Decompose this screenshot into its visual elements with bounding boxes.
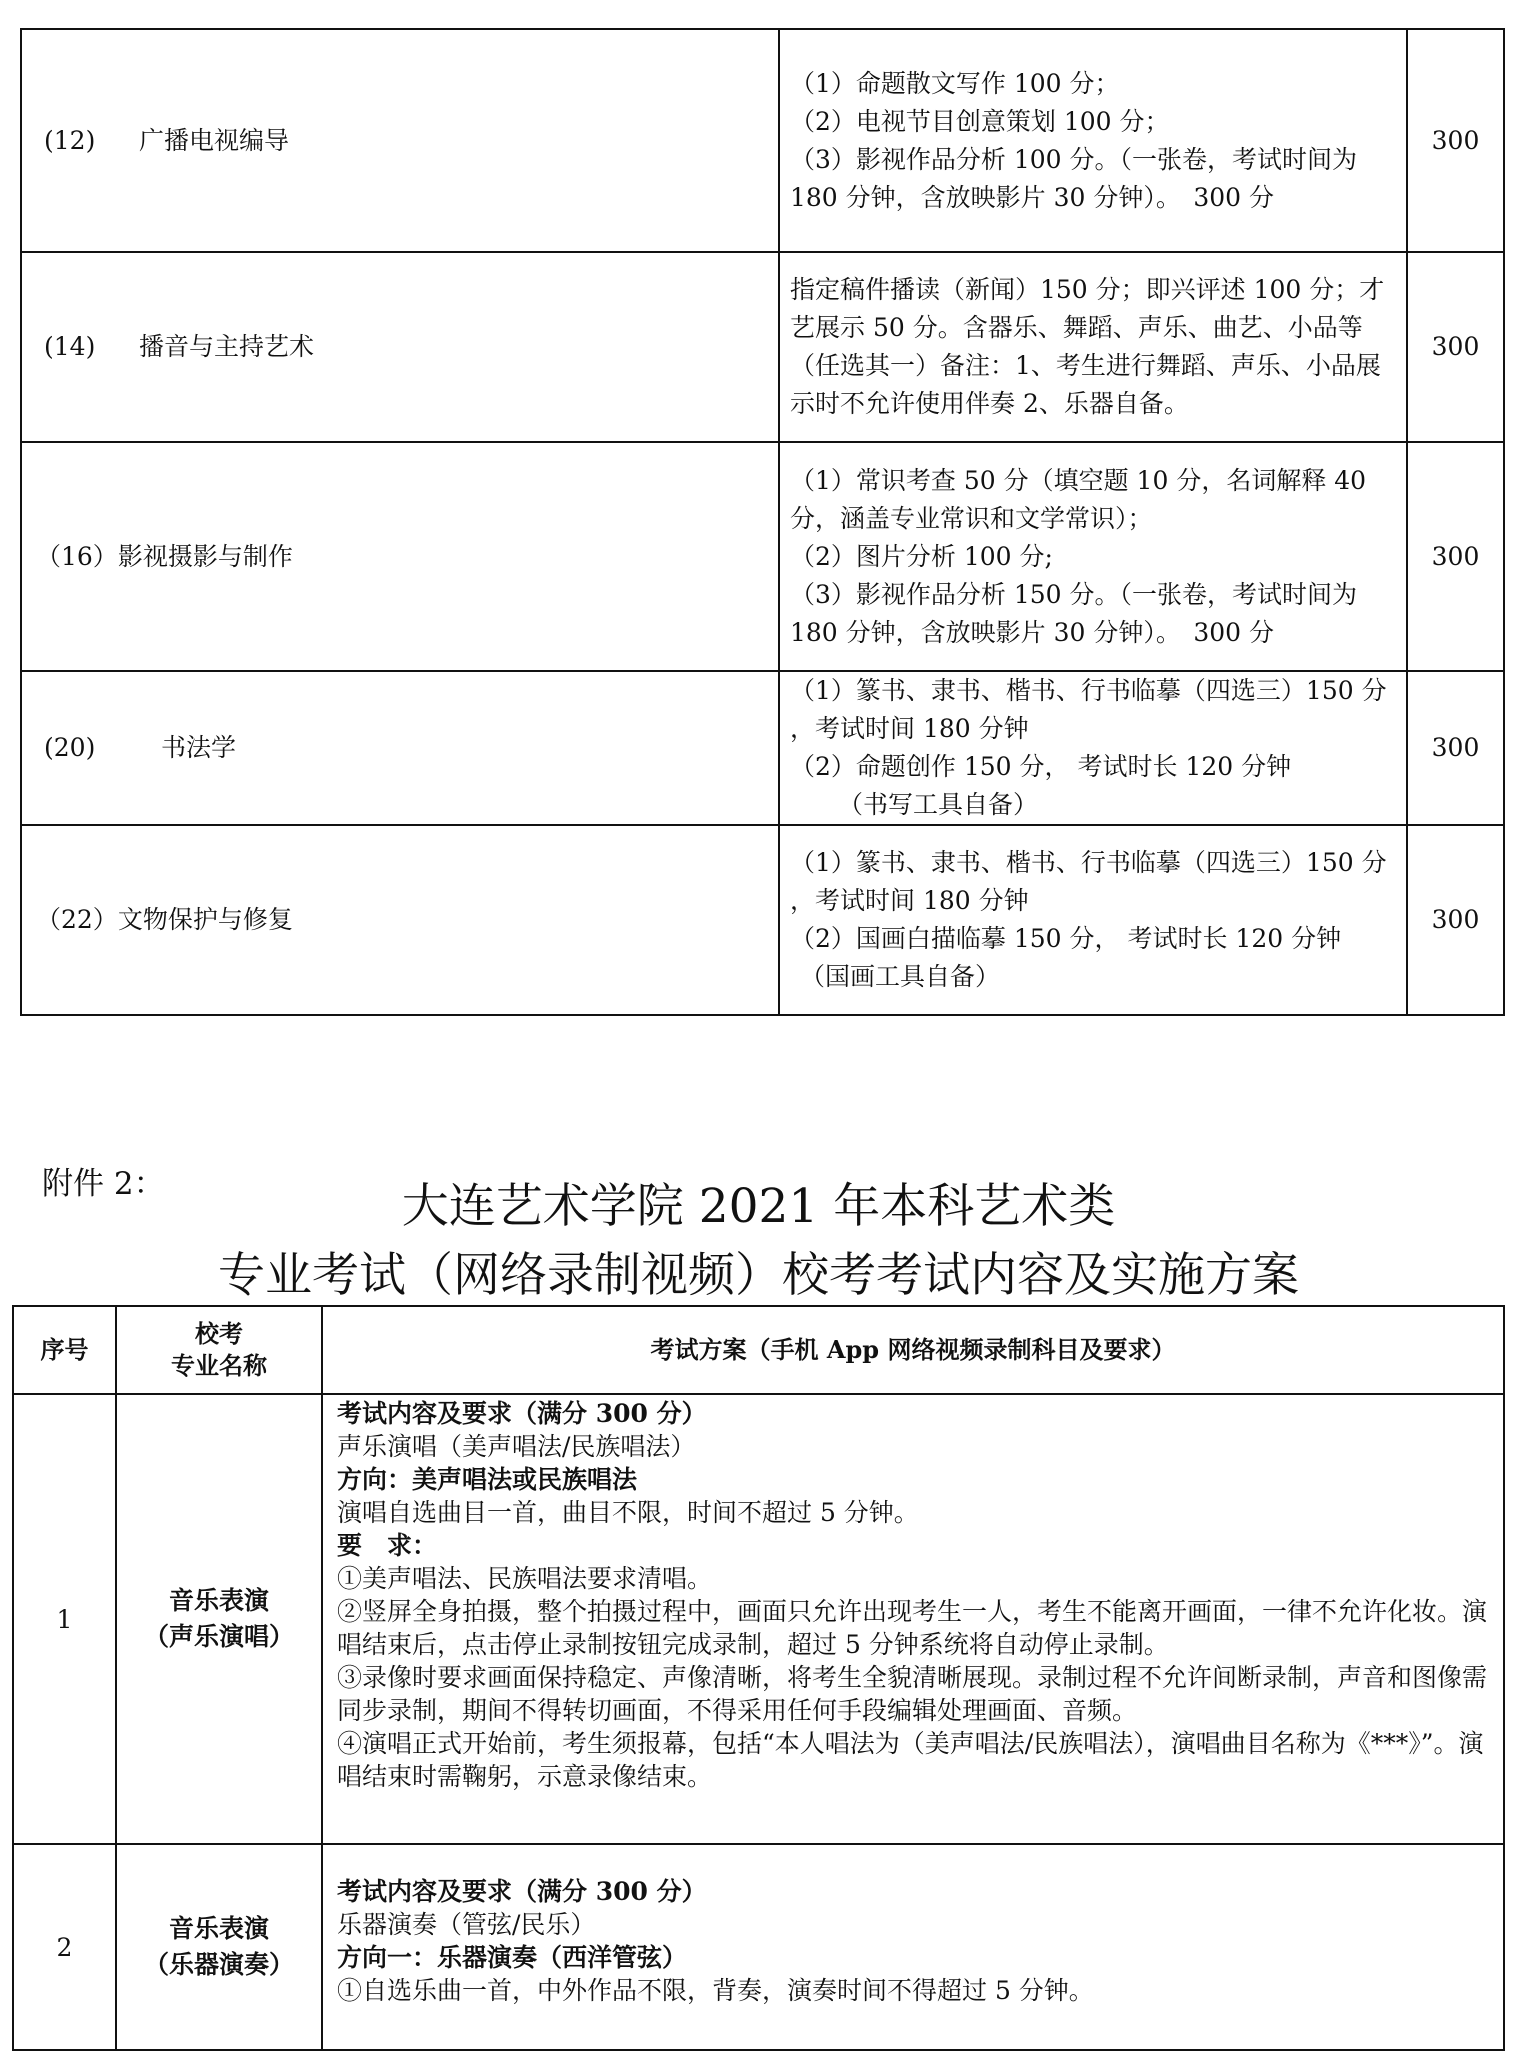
content-subject: 声乐演唱（美声唱法/民族唱法） bbox=[337, 1432, 696, 1461]
row-number: 1 bbox=[13, 1394, 116, 1844]
content-line: （2）电视节目创意策划 100 分； bbox=[790, 106, 1170, 136]
major-number: (12) bbox=[44, 125, 96, 155]
requirement-item: ④演唱正式开始前，考生须报幕，包括“本人唱法为（美声唱法/民族唱法），演唱曲目名称为《***》”。演唱结束时需鞠躬，示意录像结束。 bbox=[337, 1729, 1484, 1791]
major-name: 影视摄影与制作 bbox=[117, 541, 293, 571]
major-number: （16） bbox=[36, 541, 118, 571]
table-row bbox=[21, 671, 1504, 825]
content-line: （1）篆书、隶书、楷书、行书临摹（四选三）150 分 ，考试时间 180 分钟 bbox=[790, 676, 1387, 743]
content-line: （3）影视作品分析 100 分。（一张卷，考试时间为 180 分钟，含放映影片 30 分钟）。 300 分 bbox=[790, 144, 1358, 212]
annex-label: 附件 2： bbox=[42, 1166, 165, 1202]
table-row bbox=[21, 252, 1504, 442]
content-line: （3）影视作品分析 150 分。（一张卷，考试时间为 180 分钟，含放映影片 30 分钟）。 300 分 bbox=[790, 579, 1358, 647]
row-number: 2 bbox=[13, 1844, 116, 2050]
content-line: （1）常识考查 50 分（填空题 10 分，名词解释 40 分，涵盖专业常识和文学常识）； bbox=[790, 465, 1367, 533]
major-subname: （乐器演奏） bbox=[143, 1950, 294, 1979]
major-name: 音乐表演 bbox=[168, 1586, 269, 1615]
content-line: 指定稿件播读（新闻）150 分；即兴评述 100 分；才艺展示 50 分。含器乐、舞蹈、声乐、曲艺、小品等（任选其一）备注：1、考生进行舞蹈、声乐、小品展示时不允许使用伴奏 2、乐器自备。 bbox=[790, 275, 1385, 418]
content-subject: 乐器演奏（管弦/民乐） bbox=[337, 1910, 596, 1939]
table-row bbox=[13, 1844, 1504, 2050]
exam-content-cell bbox=[779, 825, 1407, 1015]
header-major-line1: 校考 bbox=[195, 1319, 243, 1348]
major-number: (14) bbox=[44, 332, 96, 361]
major-number: (20) bbox=[44, 733, 96, 762]
content-direction: 方向：美声唱法或民族唱法 bbox=[337, 1465, 638, 1494]
major-name: 书法学 bbox=[161, 733, 237, 762]
requirements-label: 要 求： bbox=[337, 1531, 438, 1560]
document-title-line1: 大连艺术学院 2021 年本科艺术类 bbox=[401, 1179, 1116, 1234]
exam-content-cell bbox=[779, 29, 1407, 252]
table-header-row bbox=[13, 1306, 1504, 1394]
table-row bbox=[21, 29, 1504, 252]
exam-plan-cell bbox=[322, 1394, 1504, 1844]
table-row bbox=[13, 1394, 1504, 1844]
major-name: 音乐表演 bbox=[168, 1914, 269, 1943]
major-name: 播音与主持艺术 bbox=[139, 332, 315, 361]
major-number: （22） bbox=[36, 905, 118, 934]
content-heading: 考试内容及要求（满分 300 分） bbox=[337, 1399, 707, 1428]
major-name: 广播电视编导 bbox=[139, 125, 290, 155]
content-line: （1）篆书、隶书、楷书、行书临摹（四选三）150 分 ，考试时间 180 分钟 bbox=[790, 848, 1387, 915]
content-line: （国画工具自备） bbox=[800, 962, 1001, 991]
content-task: ①自选乐曲一首，中外作品不限，背奏，演奏时间不得超过 5 分钟。 bbox=[337, 1976, 1094, 2005]
requirement-item: ①美声唱法、民族唱法要求清唱。 bbox=[337, 1564, 713, 1593]
exam-content-cell bbox=[779, 252, 1407, 442]
header-major-line2: 专业名称 bbox=[171, 1351, 267, 1380]
content-direction: 方向一：乐器演奏（西洋管弦） bbox=[337, 1943, 688, 1972]
major-cell bbox=[116, 1844, 322, 2050]
content-line: （2）图片分析 100 分; bbox=[790, 541, 1053, 571]
total-score: 300 bbox=[1407, 252, 1504, 442]
table-row bbox=[21, 825, 1504, 1015]
major-name: 文物保护与修复 bbox=[117, 905, 293, 934]
total-score: 300 bbox=[1407, 442, 1504, 671]
online-exam-plan-table bbox=[12, 1305, 1505, 2051]
major-cell bbox=[21, 671, 779, 825]
header-number: 序号 bbox=[13, 1306, 116, 1394]
total-score: 300 bbox=[1407, 825, 1504, 1015]
content-line: （1）命题散文写作 100 分； bbox=[790, 68, 1120, 98]
requirement-item: ②竖屏全身拍摄，整个拍摄过程中，画面只允许出现考生一人，考生不能离开画面，一律不允许化妆。演唱结束后，点击停止录制按钮完成录制，超过 5 分钟系统将自动停止录制。 bbox=[337, 1597, 1488, 1659]
total-score: 300 bbox=[1407, 671, 1504, 825]
major-cell bbox=[21, 442, 779, 671]
table-row bbox=[21, 442, 1504, 671]
document-title-line2: 专业考试（网络录制视频）校考考试内容及实施方案 bbox=[218, 1248, 1299, 1303]
content-task: 演唱自选曲目一首，曲目不限，时间不超过 5 分钟。 bbox=[337, 1498, 919, 1527]
header-major bbox=[116, 1306, 322, 1394]
exam-plan-cell bbox=[322, 1844, 1504, 2050]
major-cell bbox=[116, 1394, 322, 1844]
exam-content-cell bbox=[779, 671, 1407, 825]
exam-content-cell bbox=[779, 442, 1407, 671]
major-cell bbox=[21, 825, 779, 1015]
major-cell bbox=[21, 29, 779, 252]
content-line: （2）国画白描临摹 150 分， 考试时长 120 分钟 bbox=[790, 924, 1342, 953]
requirement-item: ③录像时要求画面保持稳定、声像清晰，将考生全貌清晰展现。录制过程不允许间断录制，声音和图像需同步录制，期间不得转切画面，不得采用任何手段编辑处理画面、音频。 bbox=[337, 1663, 1488, 1725]
content-line: （2）命题创作 150 分， 考试时长 120 分钟 bbox=[790, 752, 1292, 781]
content-heading: 考试内容及要求（满分 300 分） bbox=[337, 1877, 707, 1906]
total-score: 300 bbox=[1407, 29, 1504, 252]
exam-score-table bbox=[20, 28, 1505, 1016]
header-plan: 考试方案（手机 App 网络视频录制科目及要求） bbox=[322, 1306, 1504, 1394]
major-subname: （声乐演唱） bbox=[143, 1622, 294, 1651]
content-line: （书写工具自备） bbox=[838, 790, 1039, 819]
major-cell bbox=[21, 252, 779, 442]
